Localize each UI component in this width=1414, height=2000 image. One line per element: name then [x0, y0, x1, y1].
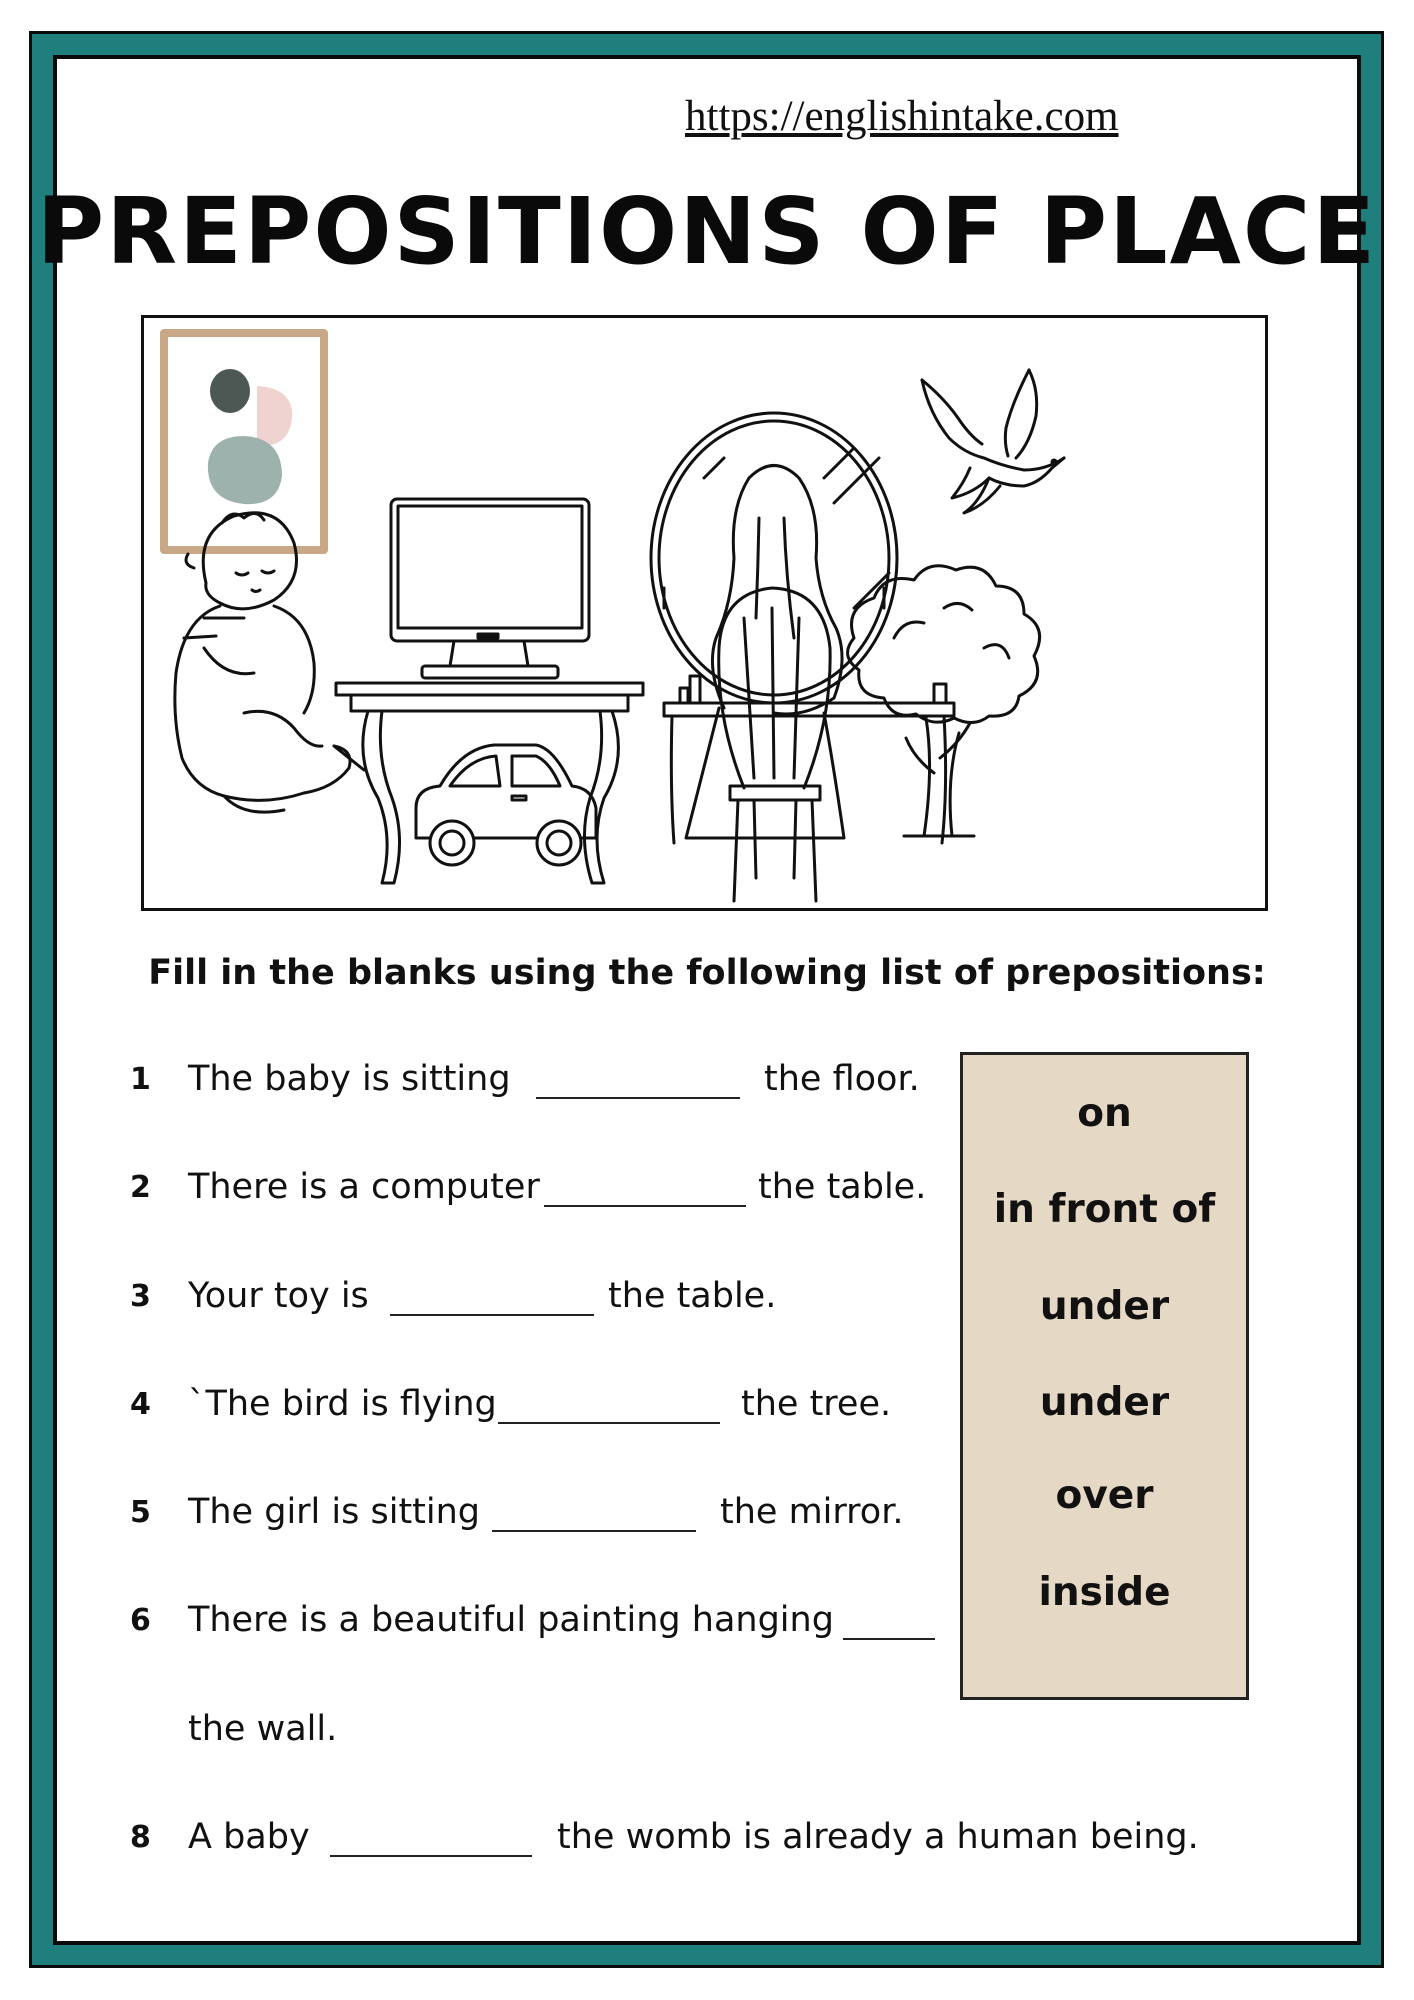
- answer-blank[interactable]: [498, 1422, 720, 1424]
- question-number: 3: [130, 1279, 151, 1314]
- question-number: 2: [130, 1170, 151, 1205]
- question-number: 1: [130, 1062, 151, 1097]
- question-number: 4: [130, 1387, 151, 1422]
- bird-icon: [922, 370, 1064, 513]
- question-text-end: the womb is already a human being.: [557, 1817, 1199, 1857]
- word-bank-item: in front of: [993, 1187, 1216, 1232]
- question-number: 6: [130, 1603, 151, 1638]
- question-text-end: the floor.: [764, 1059, 920, 1099]
- question-text: The baby is sitting: [188, 1059, 511, 1099]
- toy-car-icon: [416, 745, 596, 865]
- word-bank-item: over: [1055, 1473, 1154, 1518]
- question-number: 5: [130, 1495, 151, 1530]
- table-icon: [336, 683, 643, 883]
- question-text: A baby: [188, 1817, 310, 1857]
- question-text-end: the table.: [608, 1276, 777, 1316]
- page-title: PREPOSITIONS OF PLACE: [36, 178, 1378, 285]
- question-text-end: the mirror.: [720, 1492, 904, 1532]
- instruction-text: Fill in the blanks using the following list of prepositions:: [148, 953, 1266, 993]
- question-text-end: the table.: [758, 1167, 927, 1207]
- computer-icon: [391, 499, 589, 678]
- word-bank: [960, 1052, 1249, 1700]
- website-url[interactable]: https://englishintake.com: [685, 93, 1119, 140]
- answer-blank[interactable]: [492, 1530, 696, 1532]
- answer-blank[interactable]: [390, 1314, 594, 1316]
- question-number: 8: [130, 1820, 151, 1855]
- question-text: The girl is sitting: [188, 1492, 481, 1532]
- question-text-end: the tree.: [741, 1384, 892, 1424]
- answer-blank[interactable]: [843, 1638, 935, 1640]
- word-bank-item: under: [1039, 1284, 1170, 1329]
- question-text-end: the wall.: [188, 1709, 338, 1749]
- question-text: Your toy is: [188, 1276, 369, 1316]
- word-bank-item: under: [1039, 1380, 1170, 1425]
- tree-icon: [848, 566, 1040, 836]
- answer-blank[interactable]: [536, 1097, 740, 1099]
- baby-icon: [175, 513, 364, 812]
- answer-blank[interactable]: [330, 1855, 532, 1857]
- word-bank-item: on: [1077, 1091, 1132, 1136]
- question-text: There is a computer: [188, 1167, 540, 1207]
- question-text: There is a beautiful painting hanging: [188, 1600, 834, 1640]
- girl-icon: [686, 466, 844, 839]
- question-text: `The bird is flying: [188, 1384, 497, 1424]
- chair-icon: [719, 588, 830, 901]
- room-illustration: [141, 315, 1268, 911]
- dressing-table-icon: [664, 676, 954, 843]
- word-bank-item: inside: [1038, 1570, 1171, 1615]
- answer-blank[interactable]: [544, 1205, 746, 1207]
